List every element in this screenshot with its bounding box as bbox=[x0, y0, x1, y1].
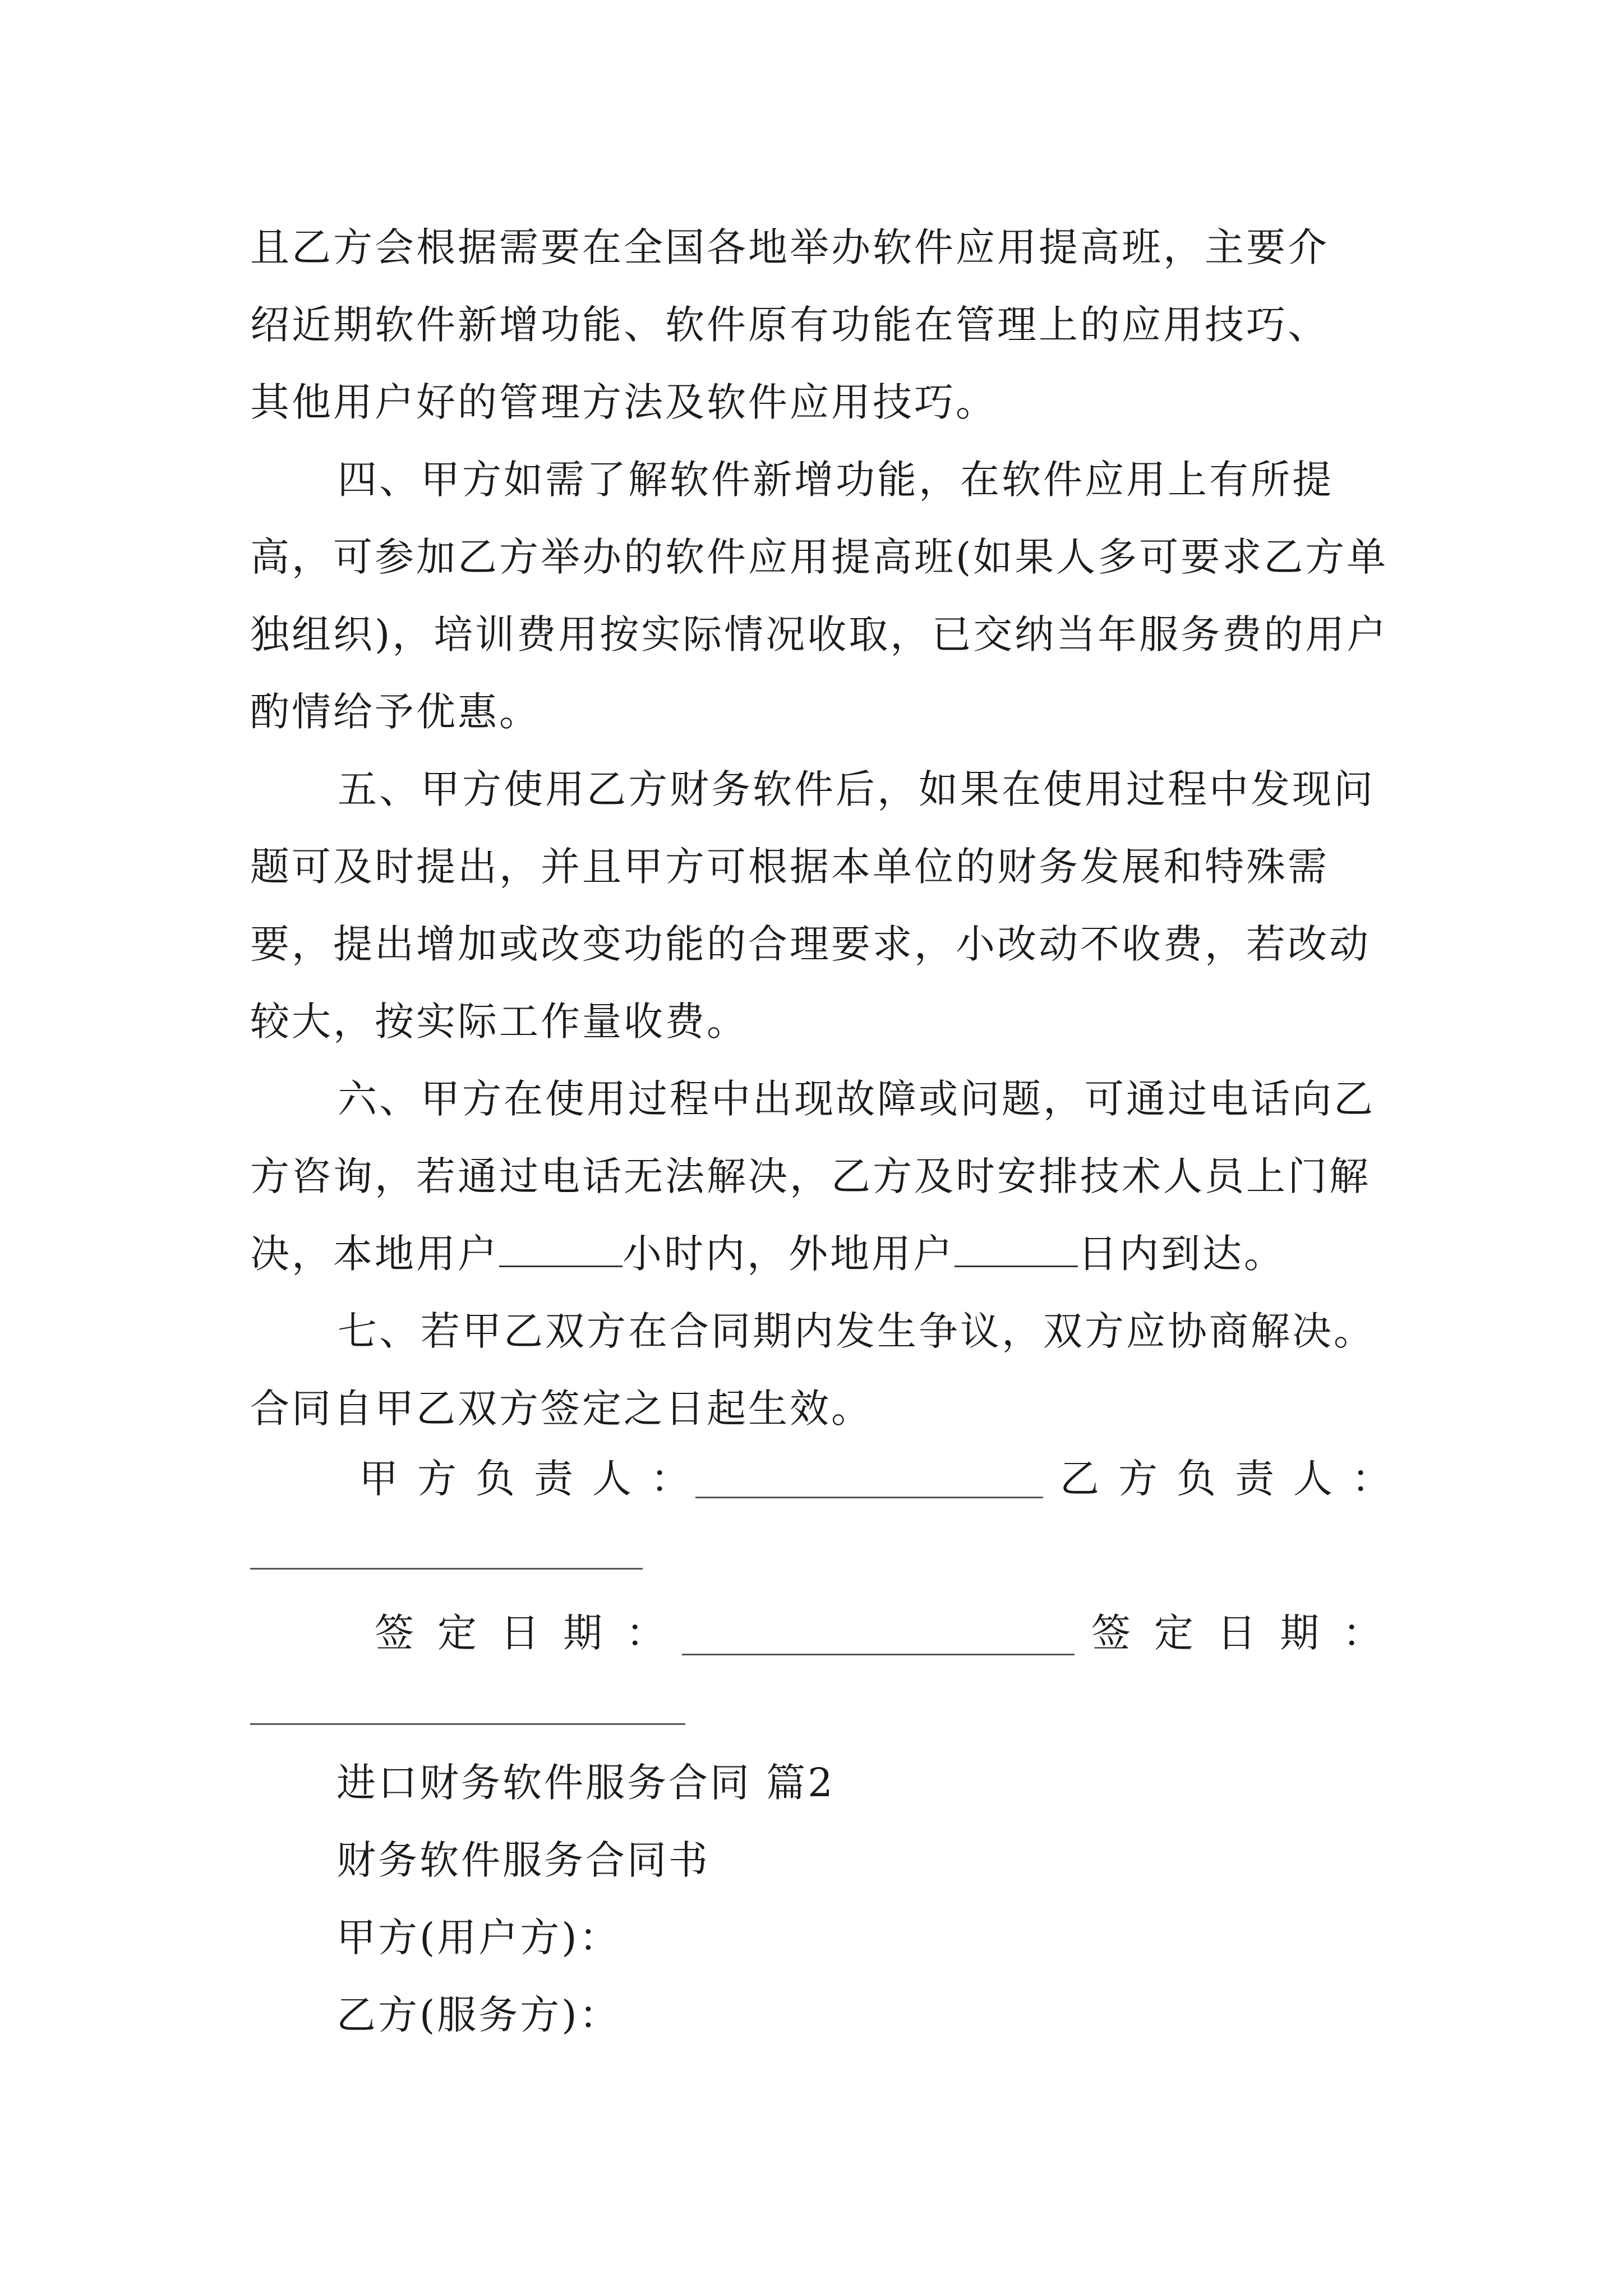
contract-title: 财务软件服务合同书 bbox=[336, 1837, 710, 1883]
party-a-signatory-label: 甲方负责人： bbox=[359, 1456, 709, 1502]
party-a-signatory-line[interactable] bbox=[695, 1497, 1043, 1498]
clause-3-line-3: 其他用户好的管理方法及软件应用技巧。 bbox=[250, 379, 997, 425]
party-b-line: 乙方(服务方)： bbox=[336, 1992, 621, 2038]
local-hours-blank[interactable] bbox=[499, 1232, 623, 1267]
party-b-date-line[interactable] bbox=[250, 1723, 685, 1725]
clause-4: 四、甲方如需了解软件新增功能，在软件应用上有所提高，可参加乙方举办的软件应用提高班(如果人多可要求乙方单独组织)，培训费用按实际情况收取，已交纳当年服务费的用户酌情给予优惠。 bbox=[250, 457, 1389, 735]
clause-6-text-c: 日内到达。 bbox=[1078, 1231, 1285, 1277]
remote-days-blank[interactable] bbox=[955, 1232, 1078, 1267]
section-2-heading: 进口财务软件服务合同 篇2 bbox=[336, 1760, 835, 1806]
party-b-signatory-line[interactable] bbox=[250, 1568, 643, 1570]
party-a-date-label: 签定日期： bbox=[375, 1610, 689, 1656]
clause-5: 五、甲方使用乙方财务软件后，如果在使用过程中发现问题可及时提出，并且甲方可根据本单位的财务发展和特殊需要，提出增加或改变功能的合理要求，小改动不收费，若改动较大，按实际工作量收费。 bbox=[250, 766, 1375, 1045]
party-a-date-line[interactable] bbox=[682, 1654, 1075, 1655]
clause-6-text-b: 小时内，外地用户 bbox=[623, 1231, 955, 1277]
clause-6 bbox=[250, 1060, 1405, 1292]
party-a-line: 甲方(用户方)： bbox=[336, 1915, 621, 1961]
clause-3-line-1: 且乙方会根据需要在全国各地举办软件应用提高班，主要介 bbox=[250, 224, 1329, 270]
party-b-date-label: 签定日期： bbox=[1091, 1610, 1405, 1656]
clause-7: 七、若甲乙双方在合同期内发生争议，双方应协商解决。合同自甲乙双方签定之日起生效。 bbox=[250, 1308, 1375, 1432]
party-b-signatory-label: 乙方负责人： bbox=[1060, 1456, 1410, 1502]
clause-3-line-2: 绍近期软件新增功能、软件原有功能在管理上的应用技巧、 bbox=[250, 302, 1329, 348]
clause-6-text-a: 六、甲方在使用过程中出现故障或问题，可通过电话向乙方咨询，若通过电话无法解决，乙方及时安排技术人员上门解决，本地用户 bbox=[250, 1076, 1375, 1277]
